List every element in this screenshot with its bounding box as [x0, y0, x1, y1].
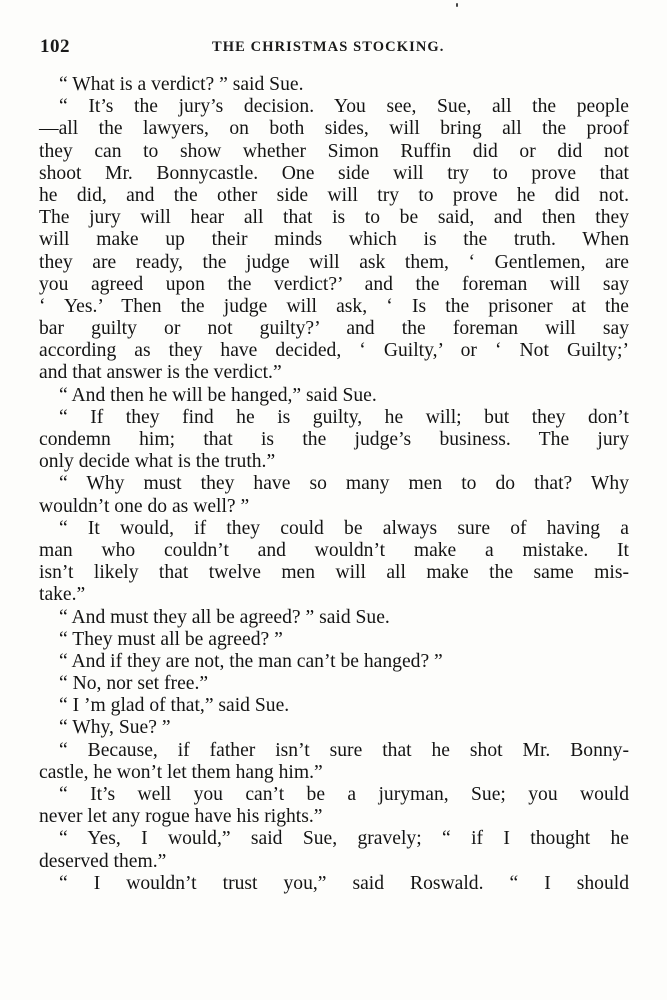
text-line: castle, he won’t let them hang him.”: [39, 761, 323, 783]
text-line: only decide what is the truth.”: [39, 451, 276, 473]
text-line: they are ready, the judge will ask them, ‘ Gentlemen, are: [39, 251, 629, 273]
text-line: The jury will hear all that is to be said, and then they: [39, 207, 629, 229]
text-line: deserved them.”: [39, 850, 167, 872]
text-line: and that answer is the verdict.”: [39, 362, 282, 384]
text-line: ‘ Yes.’ Then the judge will ask, ‘ Is the prisoner at the: [39, 295, 629, 317]
text-line: condemn him; that is the judge’s business. The jury: [39, 429, 629, 450]
text-line: “ No, nor set free.”: [59, 673, 209, 695]
text-line: take.”: [39, 584, 86, 606]
page-header: [40, 36, 630, 60]
text-line: “ And must they all be agreed? ” said Sue.: [59, 606, 390, 628]
body-text: [39, 74, 629, 895]
text-line: will make up their minds which is the truth. When: [39, 229, 629, 251]
text-line: isn’t likely that twelve men will all make the same mis-: [39, 562, 629, 584]
text-line: bar guilty or not guilty?’ and the foreman will say: [39, 318, 629, 340]
text-line: man who couldn’t and wouldn’t make a mistake. It: [39, 539, 629, 561]
text-line: “ And if they are not, the man can’t be hanged? ”: [59, 650, 443, 672]
text-line: wouldn’t one do as well? ”: [39, 495, 250, 517]
text-line: “ I wouldn’t trust you,” said Roswald. “ I should: [59, 872, 629, 894]
text-line: “ It’s well you can’t be a juryman, Sue; you would: [59, 784, 629, 805]
text-line: shoot Mr. Bonnycastle. One side will try to prove that: [39, 162, 629, 184]
text-line: you agreed upon the verdict?’ and the foreman will say: [39, 273, 629, 295]
text-line: “ It would, if they could be always sure of having a: [59, 517, 629, 539]
text-line: they can to show whether Simon Ruffin did or did not: [39, 140, 629, 162]
ink-speck: [456, 3, 458, 7]
text-line: “ If they find he is guilty, he will; but they don’t: [59, 406, 629, 428]
text-line: never let any rogue have his rights.”: [39, 806, 323, 828]
text-line: “ And then he will be hanged,” said Sue.: [59, 384, 377, 406]
text-line: “ Why must they have so many men to do that? Why: [59, 473, 629, 495]
text-line: “ What is a verdict? ” said Sue.: [59, 74, 304, 95]
text-line: according as they have decided, ‘ Guilty,’ or ‘ Not Guilty;’: [39, 340, 629, 362]
text-line: “ It’s the jury’s decision. You see, Sue, all the people: [59, 96, 629, 118]
text-line: —all the lawyers, on both sides, will bring all the proof: [39, 118, 629, 140]
page-number: 102: [40, 36, 70, 57]
text-line: he did, and the other side will try to prove he did not.: [39, 184, 629, 206]
text-line: “ Why, Sue? ”: [59, 717, 171, 739]
text-line: “ Yes, I would,” said Sue, gravely; “ if I thought he: [59, 828, 629, 850]
running-title: THE CHRISTMAS STOCKING.: [212, 39, 445, 55]
text-line: “ Because, if father isn’t sure that he shot Mr. Bonny-: [59, 739, 629, 761]
text-line: “ They must all be agreed? ”: [59, 628, 283, 650]
text-line: “ I ’m glad of that,” said Sue.: [59, 695, 290, 717]
